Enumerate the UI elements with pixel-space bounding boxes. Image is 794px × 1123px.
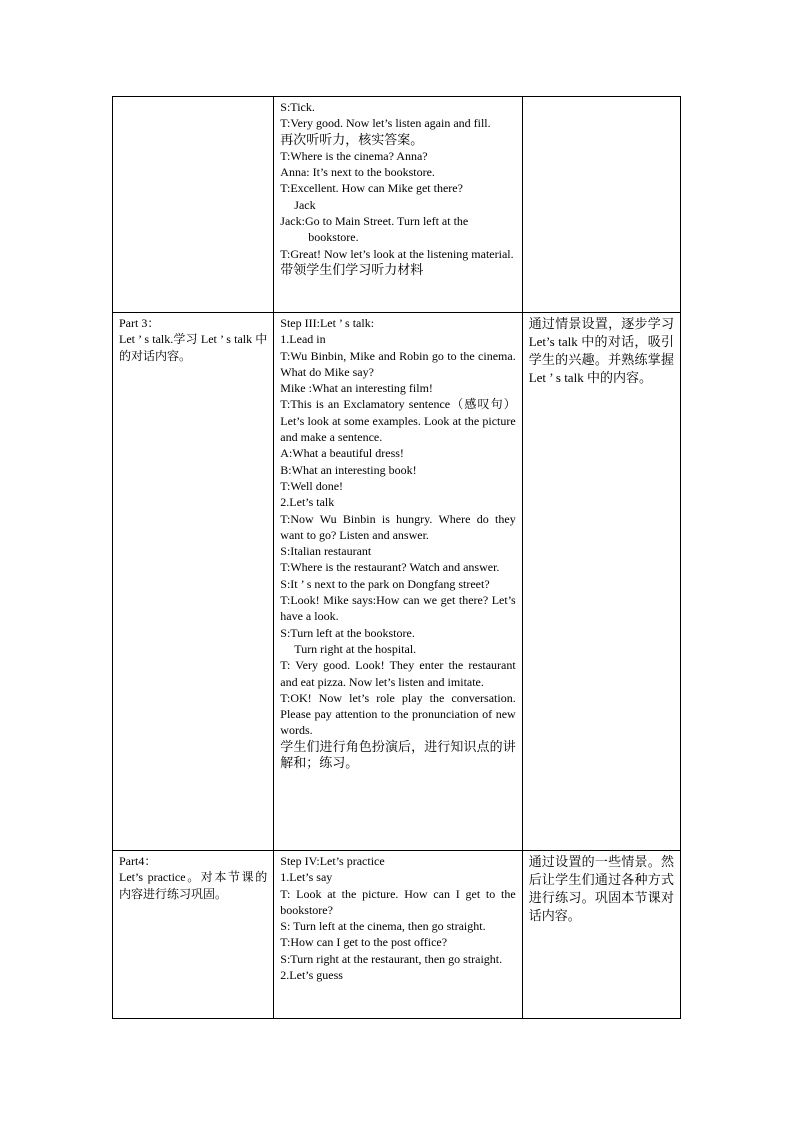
text-line: S:Tick. — [280, 100, 315, 114]
text-line: 通过情景设置，逐步学习 Let’s talk 中的对话，吸引学生的兴趣。并熟练掌握 Let ’ s talk 中的内容。 — [528, 316, 674, 385]
text-line: S:Turn left at the bookstore. — [280, 625, 415, 640]
text-line: S:Italian restaurant — [280, 544, 372, 559]
part-cell — [113, 851, 274, 1019]
text-line: Step III:Let ’ s talk: — [280, 316, 375, 330]
text-line: 2.Let’s guess — [280, 968, 343, 983]
purpose-cell — [522, 313, 680, 851]
part-cell — [113, 313, 274, 851]
steps-cell — [274, 97, 522, 313]
text-line: T:Look! Mike says:How can we get there? Let’s have a look. — [280, 593, 516, 624]
text-line: T:Where is the cinema? Anna? — [280, 148, 428, 163]
text-line: Anna: It’s next to the bookstore. — [280, 165, 435, 180]
text-line: 带领学生们学习听力材料 — [280, 261, 424, 277]
text-line: B:What an interesting book! — [280, 462, 417, 477]
text-line: 通过设置的一些情景。然后让学生们通过各种方式进行练习。巩固本节课对话内容。 — [528, 854, 674, 923]
text-line: 再次听听力，核实答案。 — [280, 131, 424, 147]
text-line: S: Turn left at the cinema, then go straight. — [280, 919, 486, 934]
text-line: Part4： — [119, 854, 157, 868]
table-row — [113, 313, 681, 851]
purpose-cell — [522, 97, 680, 313]
table-row — [113, 851, 681, 1019]
text-line: bookstore. — [308, 230, 359, 245]
text-line: T:Now Wu Binbin is hungry. Where do they want to go? Listen and answer. — [280, 511, 516, 542]
text-line: Let ’ s talk.学习 Let ’ s talk 中的对话内容。 — [119, 332, 268, 363]
text-line: T: Look at the picture. How can I get to the bookstore? — [280, 886, 516, 917]
part-cell — [113, 97, 274, 313]
text-line: Step IV:Let’s practice — [280, 854, 385, 868]
table-row — [113, 97, 681, 313]
text-line: S:It ’ s next to the park on Dongfang street? — [280, 576, 490, 591]
text-line: T:OK! Now let’s role play the conversation. Please pay attention to the pronunciation of new words. — [280, 690, 516, 738]
text-line: 学生们进行角色扮演后，进行知识点的讲解和；练习。 — [280, 738, 516, 771]
text-line: 2.Let’s talk — [280, 495, 335, 510]
text-line: 1.Let’s say — [280, 870, 333, 885]
text-line: T:This is an Exclamatory sentence（感叹句）Let’s look at some examples. Look at the picture and make a sentence. — [280, 397, 516, 445]
text-line: Let’s practice。对本节课的内容进行练习巩固。 — [119, 870, 268, 901]
lesson-plan-table — [112, 96, 681, 1019]
text-line: T:Excellent. How can Mike get there? — [280, 181, 463, 196]
text-line: 1.Lead in — [280, 332, 326, 347]
text-line: T:Well done! — [280, 478, 344, 493]
text-line: Jack — [294, 197, 316, 212]
text-line: T:How can I get to the post office? — [280, 935, 448, 950]
text-line: A:What a beautiful dress! — [280, 446, 404, 461]
text-line: Turn right at the hospital. — [294, 641, 417, 656]
text-line: Part 3： — [119, 316, 160, 330]
text-line: Mike :What an interesting film! — [280, 381, 433, 396]
text-line: T:Wu Binbin, Mike and Robin go to the cinema. What do Mike say? — [280, 348, 516, 379]
steps-cell — [274, 851, 522, 1019]
text-line: Jack:Go to Main Street. Turn left at the — [280, 214, 469, 229]
text-line: T:Great! Now let’s look at the listening material. — [280, 246, 514, 261]
text-line: S:Turn right at the restaurant, then go straight. — [280, 951, 503, 966]
text-line: T:Where is the restaurant? Watch and answer. — [280, 560, 500, 575]
steps-cell — [274, 313, 522, 851]
purpose-cell — [522, 851, 680, 1019]
text-line: T:Very good. Now let’s listen again and fill. — [280, 116, 491, 131]
text-line: T: Very good. Look! They enter the restaurant and eat pizza. Now let’s listen and imitate. — [280, 658, 516, 689]
